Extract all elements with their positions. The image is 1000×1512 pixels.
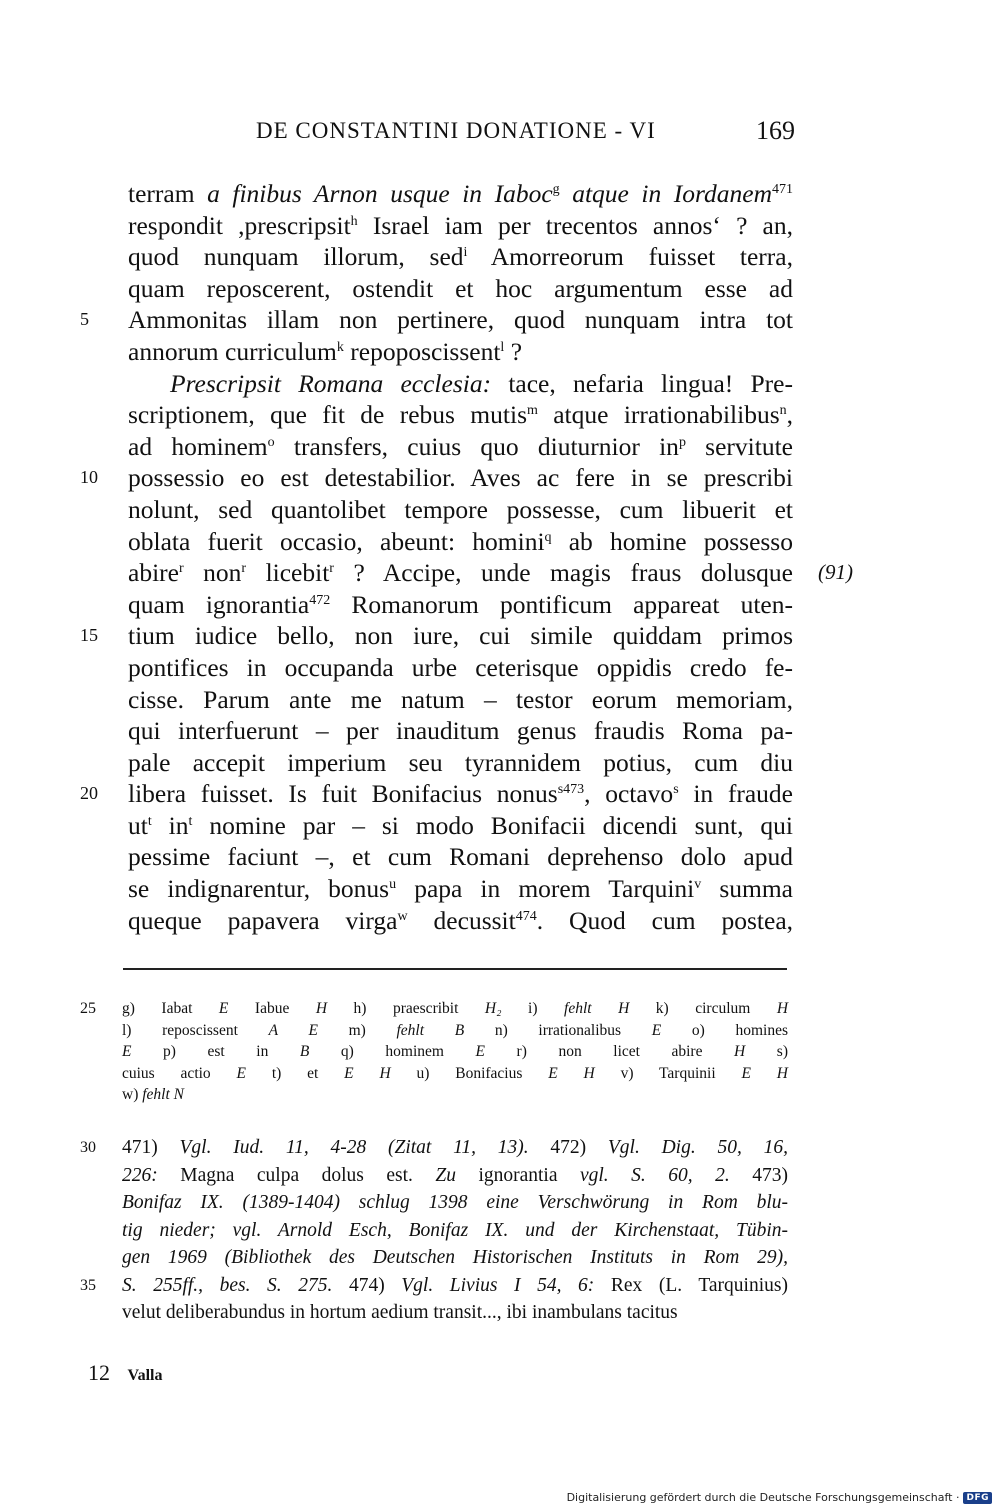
body-line-text: possessio eo est detestabilior. Aves ac fere in se prescribi (128, 463, 793, 493)
running-title: DE CONSTANTINI DONATIONE - VI (256, 118, 656, 143)
digitization-credit (567, 1491, 992, 1504)
line-number: 35 (80, 1276, 96, 1294)
body-line-text: ad hominem$^o$ transfers, cuius quo diuturnior $in^p$ servitute (128, 431, 793, 461)
body-line-text: $ut^t$ $in^t$ nomine par – si modo Bonifacii dicendi sunt, qui (128, 810, 793, 840)
signature-number: 12 (88, 1360, 110, 1385)
body-line (128, 810, 793, 842)
margin-reference: (91) (818, 560, 853, 585)
body-line (128, 873, 793, 905)
apparatus-line-text: E p) est in B q) hominem E r) non licet abire H s) (122, 1043, 789, 1060)
apparatus-line (122, 1041, 788, 1063)
apparatus-line-text: w) fehlt N (122, 1086, 184, 1103)
body-line (80, 462, 793, 494)
note-line (122, 1162, 788, 1190)
body-line (128, 589, 793, 621)
footnotes (80, 1134, 788, 1327)
body-line-text: tium iudice bello, non iure, cui simile quiddam primos (128, 621, 793, 651)
body-line (128, 905, 793, 937)
body-line (128, 273, 793, 305)
note-line-text: 226: Magna culpa dolus est. Zu ignorantia vgl. S. 60, 2. 473) (122, 1164, 788, 1186)
body-line-text: qui interfuerunt – per inauditum genus fraudis Roma pa- (128, 716, 793, 746)
note-line (80, 1272, 788, 1300)
body-line-text: oblata fuerit occasio, abeunt: homini$^q$ ab homine possesso (128, 526, 793, 556)
apparatus-line (122, 1084, 788, 1106)
body-line (128, 841, 793, 873)
body-line (128, 336, 793, 368)
apparatus-line-text: g) Iabat E Iabue H h) praescribit H₂ i) fehlt H k) circulum H (122, 1000, 789, 1017)
body-line (128, 494, 793, 526)
apparatus-line (122, 1020, 788, 1042)
body-line-text: libera fuisset. Is fuit Bonifacius nonus$^{s473}$, octavo$^s$ in fraude (128, 779, 793, 809)
note-line-text: S. 255ff., bes. S. 275. 474) Vgl. Livius I 54, 6: Rex (L. Tarquinius) (122, 1274, 788, 1296)
body-line (128, 557, 853, 589)
body-line (128, 368, 793, 400)
body-line (80, 778, 793, 810)
body-line-text: abire$^r$ non$^r$ licebit$^r$ ? Accipe, unde magis fraus dolusque (128, 558, 793, 588)
body-line-text: quod nunquam illorum, sed$^i$ Amorreorum fuisset terra, (128, 242, 793, 272)
body-line-text: se indignarentur, bonus$^u$ papa in morem Tarquini$^v$ summa (128, 874, 793, 904)
body-line-text: Prescripsit Romana ecclesia: tace, nefaria lingua! Pre- (170, 368, 793, 398)
note-line-text: tig nieder; vgl. Arnold Esch, Bonifaz IX. und der Kirchenstaat, Tübin- (122, 1219, 788, 1241)
body-line (128, 652, 793, 684)
body-line-text: quam reposcerent, ostendit et hoc argumentum esse ad (128, 273, 793, 303)
body-line-text: pale accepit imperium seu tyrannidem potius, cum diu (128, 747, 793, 777)
body-line-text: pontifices in occupanda urbe ceterisque oppidis credo fe- (128, 652, 793, 682)
note-line-text: 471) Vgl. Iud. 11, 4-28 (Zitat 11, 13). 472) Vgl. Dig. 50, 16, (122, 1137, 788, 1158)
note-line-text: Bonifaz IX. (1389-1404) schlug 1398 eine Verschwörung in Rom blu- (122, 1192, 788, 1213)
note-line (122, 1244, 788, 1272)
note-line (122, 1189, 788, 1217)
body-line-text: queque papavera virga$^w$ decussit$^{474}$. Quod cum postea, (128, 905, 794, 935)
line-number: 20 (80, 783, 98, 804)
critical-apparatus (80, 998, 789, 1106)
apparatus-line-text: l) reposcissent A E m) fehlt B n) irrationalibus E o) homines (122, 1021, 788, 1039)
note-line-text: velut deliberabundus in hortum aedium transit..., ibi inambulans tacitus (122, 1302, 678, 1323)
apparatus-line (80, 998, 789, 1020)
body-line-text: terram a finibus Arnon usque in Iaboc$^g$ atque in Iordanem$^{471}$ (128, 179, 793, 208)
body-line (128, 178, 793, 210)
body-line (128, 431, 793, 463)
body-line (128, 747, 793, 779)
body-line (128, 684, 793, 716)
page-number: 169 (756, 116, 795, 145)
line-number: 15 (80, 625, 98, 646)
body-line (80, 620, 793, 652)
body-line-text: nolunt, sed quantolibet tempore possesse, cum libuerit et (128, 494, 793, 524)
note-line (122, 1299, 788, 1327)
body-line (80, 304, 793, 336)
body-line (128, 526, 793, 558)
line-number: 25 (80, 1000, 96, 1017)
line-number: 5 (80, 309, 89, 330)
body-line-text: respondit ,prescripsit$^h$ Israel iam per trecentos annos‘ ? an, (128, 210, 794, 240)
note-line-text: gen 1969 (Bibliothek des Deutschen Historischen Instituts in Rom 29), (122, 1247, 788, 1268)
body-line-text: pessime faciunt –, et cum Romani deprehenso dolo apud (128, 842, 793, 872)
note-line (122, 1217, 788, 1245)
apparatus-line-text: cuius actio E t) et E H u) Bonifacius E H v) Tarquinii E H (122, 1064, 788, 1082)
body-line (128, 210, 793, 242)
body-line (128, 241, 793, 273)
body-line-text: Ammonitas illam non pertinere, quod nunquam intra tot (128, 305, 793, 335)
note-line (80, 1134, 788, 1162)
body-line-text: quam ignorantia$^{472}$ Romanorum pontificum appareat uten- (128, 589, 793, 619)
signature-name: Valla (127, 1367, 163, 1384)
page-header (0, 118, 1000, 152)
body-line (128, 399, 793, 431)
body-line-text: cisse. Parum ante me natum – testor eorum memoriam, (128, 684, 793, 714)
body-line (128, 715, 793, 747)
line-number: 10 (80, 467, 98, 488)
footnote-divider (123, 968, 787, 970)
body-line-text: annorum curriculum$^k$ repoposcissent$^l$ ? (128, 336, 523, 366)
credit-text: Digitalisierung gefördert durch die Deutsche Forschungsgemeinschaft · (566, 1491, 960, 1504)
line-number: 30 (80, 1139, 96, 1156)
printer-signature (88, 1360, 162, 1386)
main-text (80, 178, 853, 936)
body-line-text: scriptionem, que fit de rebus mutis$^m$ atque irrationabilibus$^n$, (128, 400, 793, 430)
dfg-logo: DFG (963, 1492, 992, 1504)
apparatus-line (122, 1063, 788, 1085)
